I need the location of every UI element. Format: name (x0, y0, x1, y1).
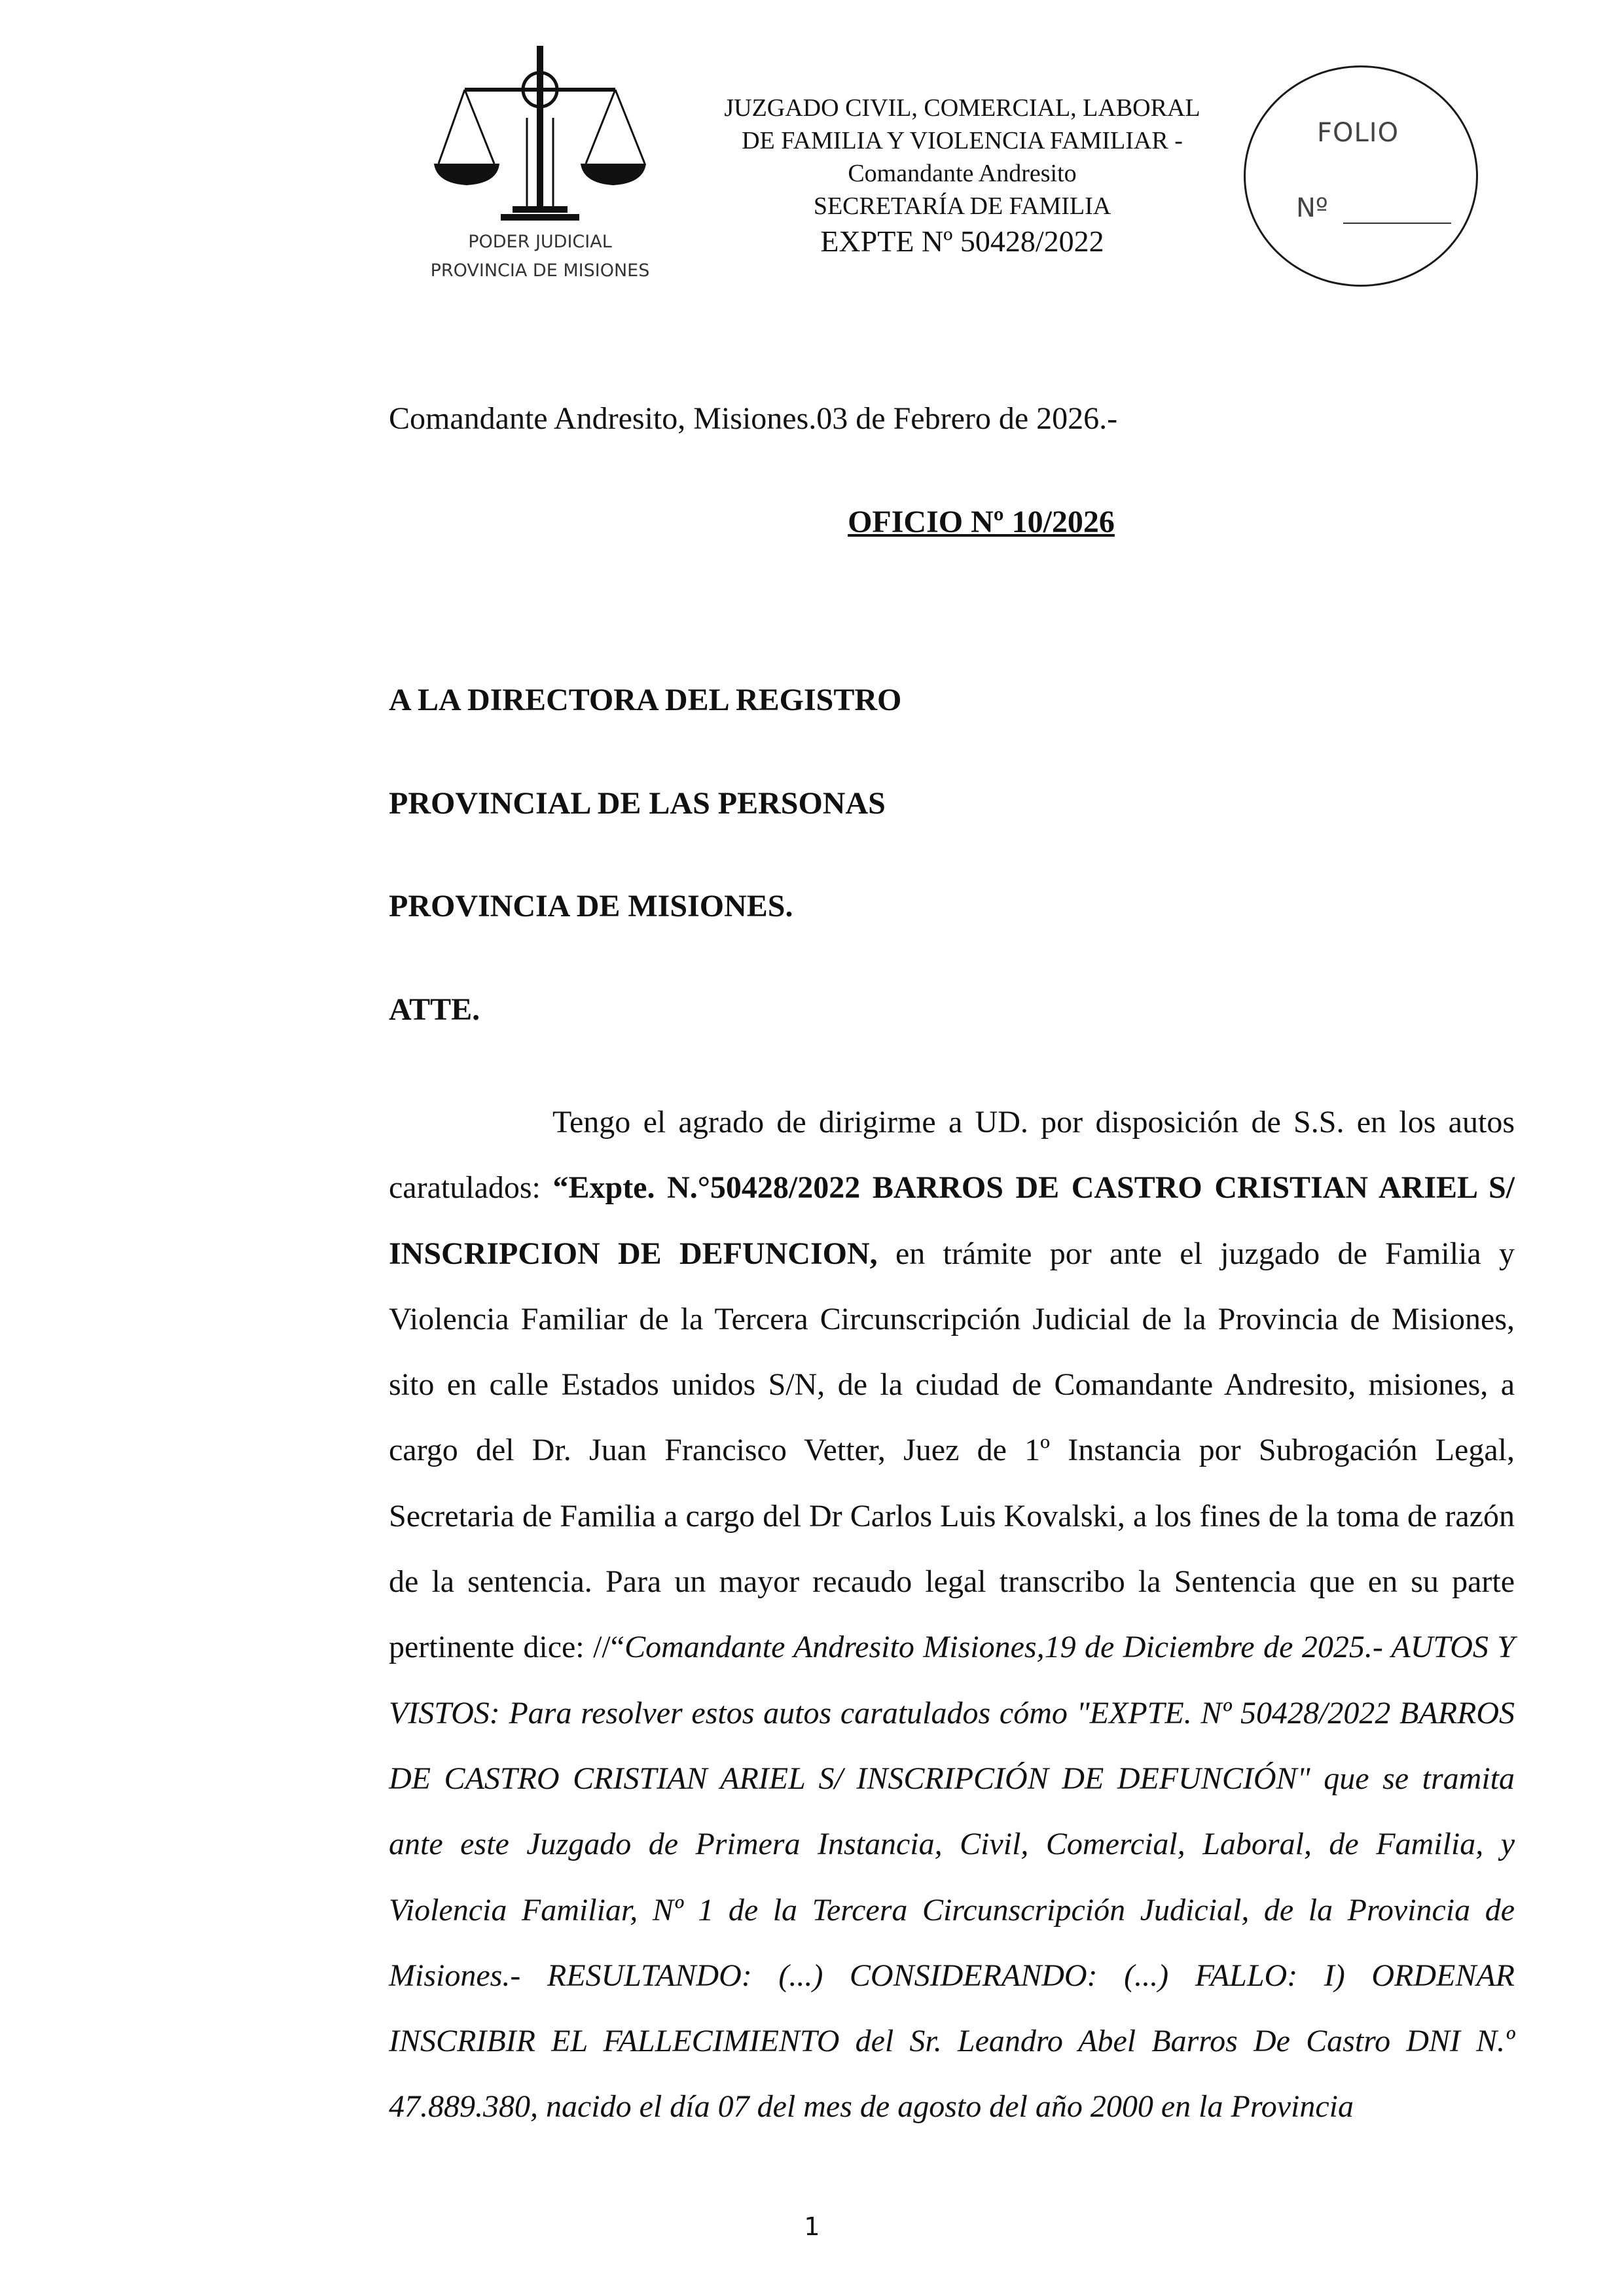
court-line-2: DE FAMILIA Y VIOLENCIA FAMILIAR - (742, 127, 1183, 154)
body-intro: Tengo el agrado de dirigirme a UD. por disposición de S.S. en los autos caratulados: (389, 1105, 1515, 1206)
expediente-number: EXPTE Nº 50428/2022 (820, 224, 1104, 258)
page-number: 1 (804, 2212, 820, 2241)
court-line-4: SECRETARÍA DE FAMILIA (813, 192, 1111, 220)
scales-of-justice-icon (403, 43, 677, 232)
court-line-1: JUZGADO CIVIL, COMERCIAL, LABORAL (724, 94, 1200, 122)
folio-label: FOLIO (1317, 118, 1399, 148)
folio-circle (1244, 65, 1478, 287)
emblem-caption (403, 228, 677, 285)
folio-number-blank (1343, 223, 1451, 224)
emblem-line-2: PROVINCIA DE MISIONES (430, 260, 650, 281)
court-header (668, 92, 1257, 260)
addressee-line-1: A LA DIRECTORA DEL REGISTRO (389, 683, 902, 717)
addressee-line-3: PROVINCIA DE MISIONES. (389, 889, 793, 924)
date-line: Comandante Andresito, Misiones.03 de Febrero de 2026.- (389, 401, 1118, 436)
emblem-line-1: PODER JUDICIAL (468, 232, 612, 252)
court-line-3: Comandante Andresito (848, 160, 1077, 187)
addressee-line-2: PROVINCIAL DE LAS PERSONAS (389, 786, 886, 821)
attention-line: ATTE. (389, 992, 480, 1027)
folio-number-label: Nº (1296, 193, 1328, 223)
body-paragraph (389, 1090, 1515, 2140)
body-main: en trámite por ante el juzgado de Familia y Violencia Familiar de la Tercera Circunscripción Judicial de la Provincia de Misiones, sito en calle Estados unidos S/N, de la ciudad de Comandante Andresito, misiones, a cargo del Dr. Juan Francisco Vetter, Juez de 1º Instancia por Subrogación Legal, Secretaria de Familia a cargo del Dr Carlos Luis Kovalski, a los fines de la toma de razón de la sentencia. Para un mayor recaudo legal transcribo la Sentencia que en su parte pertinente dice: //“ (389, 1236, 1515, 1665)
sentence-transcript: Comandante Andresito Misiones,19 de Diciembre de 2025.- AUTOS Y VISTOS: Para resolver estos autos caratulados cómo "EXPTE. Nº 50428/2022 BARROS DE CASTRO CRISTIAN ARIEL S/ INSCRIPCIÓN DE DEFUNCIÓN" que se tramita ante este Juzgado de Primera Instancia, Civil, Comercial, Laboral, de Familia, y Violencia Familiar, Nº 1 de la Tercera Circunscripción Judicial, de la Provincia de Misiones.- RESULTANDO: (...) CONSIDERANDO: (...) FALLO: I) ORDENAR INSCRIBIR EL FALLECIMIENTO del Sr. Leandro Abel Barros De Castro DNI N.º 47.889.380, nacido el día 07 del mes de agosto del año 2000 en la Provincia (389, 1630, 1515, 2125)
oficio-title: OFICIO Nº 10/2026 (848, 505, 1115, 539)
case-caption: “Expte. N.°50428/2022 BARROS DE CASTRO CRISTIAN ARIEL S/ INSCRIPCION DE DEFUNCION, (389, 1170, 1515, 1271)
folio-stamp (1244, 65, 1479, 288)
